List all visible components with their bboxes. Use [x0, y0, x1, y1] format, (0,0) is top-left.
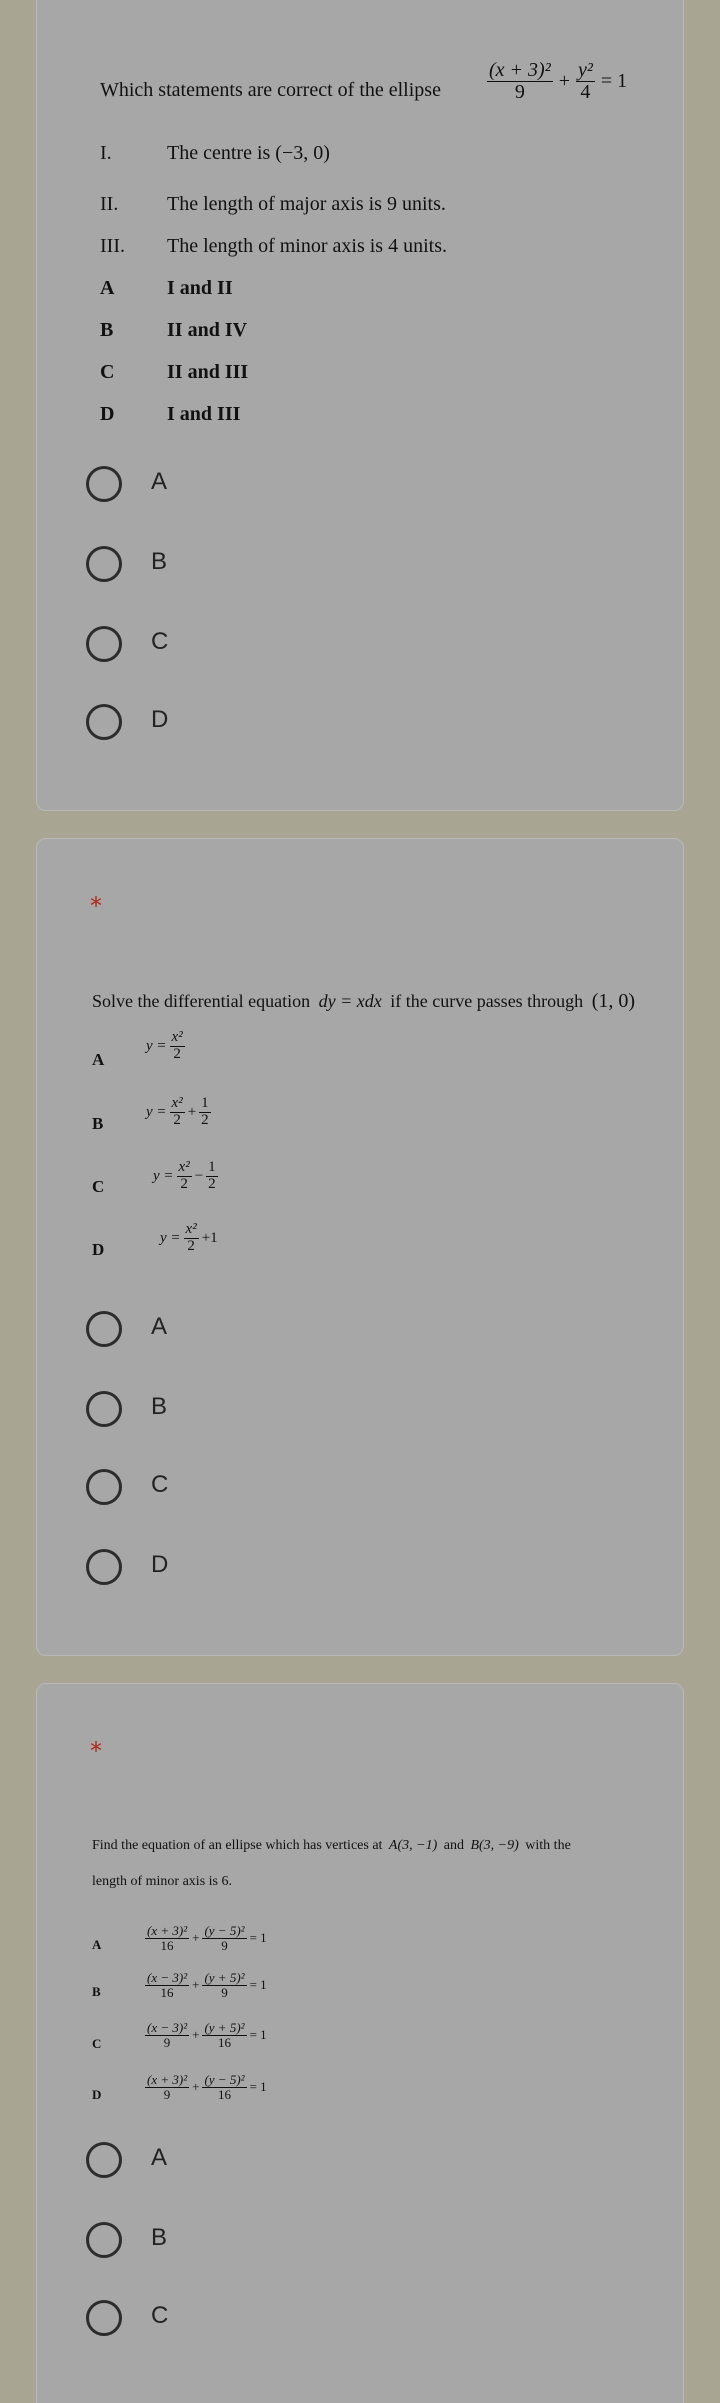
question-text-line2: length of minor axis is 6.	[92, 1874, 232, 1889]
option-formula: $\frac{\text{(x + 3)²}}{9}$ + $\frac{\text{(y − 5)²}}{16}$ = 1	[147, 2072, 267, 2102]
radio-option-d[interactable]	[86, 704, 122, 740]
option-letter: B	[100, 319, 114, 341]
option-formula: $\frac{\text{(x + 3)²}}{16}$ + $\frac{\text{(y − 5)²}}{9}$ = 1	[147, 1923, 267, 1953]
option-letter: D	[100, 403, 115, 425]
option-formula: y = $\frac{\text{x²}}{2}$	[146, 1029, 183, 1062]
option-letter: B	[92, 1114, 104, 1133]
statement-text: The length of minor axis is 4 units.	[167, 235, 447, 257]
option-letter: C	[92, 1177, 105, 1196]
radio-option-a[interactable]	[86, 466, 122, 502]
radio-option-c[interactable]	[86, 626, 122, 662]
option-formula: $\frac{\text{(x − 3)²}}{16}$ + $\frac{\text{(y + 5)²}}{9}$ = 1	[147, 1970, 267, 2000]
option-letter: C	[100, 361, 115, 383]
option-formula: $\frac{\text{(x − 3)²}}{9}$ + $\frac{\text{(y + 5)²}}{16}$ = 1	[147, 2020, 267, 2050]
question-text	[100, 79, 441, 102]
option-text: I and II	[167, 277, 233, 299]
radio-label[interactable]: B	[151, 548, 168, 575]
fraction-2: $\frac{\text{y²}}{4}$	[577, 59, 593, 103]
radio-label[interactable]: C	[151, 2302, 169, 2329]
question-label: Which statements are correct of the ellipse	[100, 79, 441, 101]
option-text: I and III	[167, 403, 241, 425]
statement-number: II.	[100, 193, 119, 215]
question-card-3	[36, 1683, 684, 2403]
radio-option-b[interactable]	[86, 546, 122, 582]
option-formula: y = $\frac{\text{x²}}{2}$ + $\frac{1}{2}$	[146, 1095, 209, 1128]
fraction-1: $\frac{\text{(x + 3)²}}{9}$	[489, 59, 551, 103]
option-letter: D	[92, 2087, 102, 2102]
statement-text: The centre is (−3, 0)	[167, 142, 330, 164]
option-letter: C	[92, 2036, 102, 2051]
statement-number: I.	[100, 142, 112, 164]
option-text: II and IV	[167, 319, 248, 341]
question-card-1	[36, 0, 684, 811]
radio-option-b[interactable]	[86, 1391, 122, 1427]
required-asterisk: *	[90, 1737, 102, 1765]
radio-label[interactable]: C	[151, 628, 169, 655]
radio-option-a[interactable]	[86, 1311, 122, 1347]
option-text: II and III	[167, 361, 249, 383]
statement-text: The length of major axis is 9 units.	[167, 193, 446, 215]
radio-option-a[interactable]	[86, 2142, 122, 2178]
radio-label[interactable]: B	[151, 2224, 168, 2251]
option-formula: y = $\frac{\text{x²}}{2}$ +1	[160, 1221, 218, 1254]
statement-number: III.	[100, 235, 125, 257]
radio-option-c[interactable]	[86, 1469, 122, 1505]
option-letter: A	[92, 1050, 105, 1069]
radio-label[interactable]: A	[151, 1313, 168, 1340]
question-text: Find the equation of an ellipse which has vertices at A(3, −1) and B(3, −9) with the	[92, 1838, 571, 1853]
radio-option-d[interactable]	[86, 1549, 122, 1585]
ellipse-equation: $\frac{\text{(x + 3)²}}{9}$ + $\frac{\text{y²}}{4}$ = 1	[489, 59, 628, 103]
option-formula: y = $\frac{\text{x²}}{2}$ − $\frac{1}{2}$	[153, 1159, 216, 1192]
question-card-2	[36, 838, 684, 1656]
option-letter: A	[92, 1937, 102, 1952]
radio-label[interactable]: D	[151, 1551, 169, 1578]
required-asterisk: *	[90, 892, 102, 920]
radio-label[interactable]: C	[151, 1471, 169, 1498]
radio-option-c[interactable]	[86, 2300, 122, 2336]
radio-option-b[interactable]	[86, 2222, 122, 2258]
option-letter: B	[92, 1984, 101, 1999]
radio-label[interactable]: B	[151, 1393, 168, 1420]
radio-label[interactable]: A	[151, 2144, 168, 2171]
option-letter: A	[100, 277, 115, 299]
radio-label[interactable]: A	[151, 468, 168, 495]
question-text: Solve the differential equation dy = xdx if the curve passes through (1, 0)	[92, 990, 636, 1012]
option-letter: D	[92, 1240, 105, 1259]
radio-label[interactable]: D	[151, 706, 169, 733]
